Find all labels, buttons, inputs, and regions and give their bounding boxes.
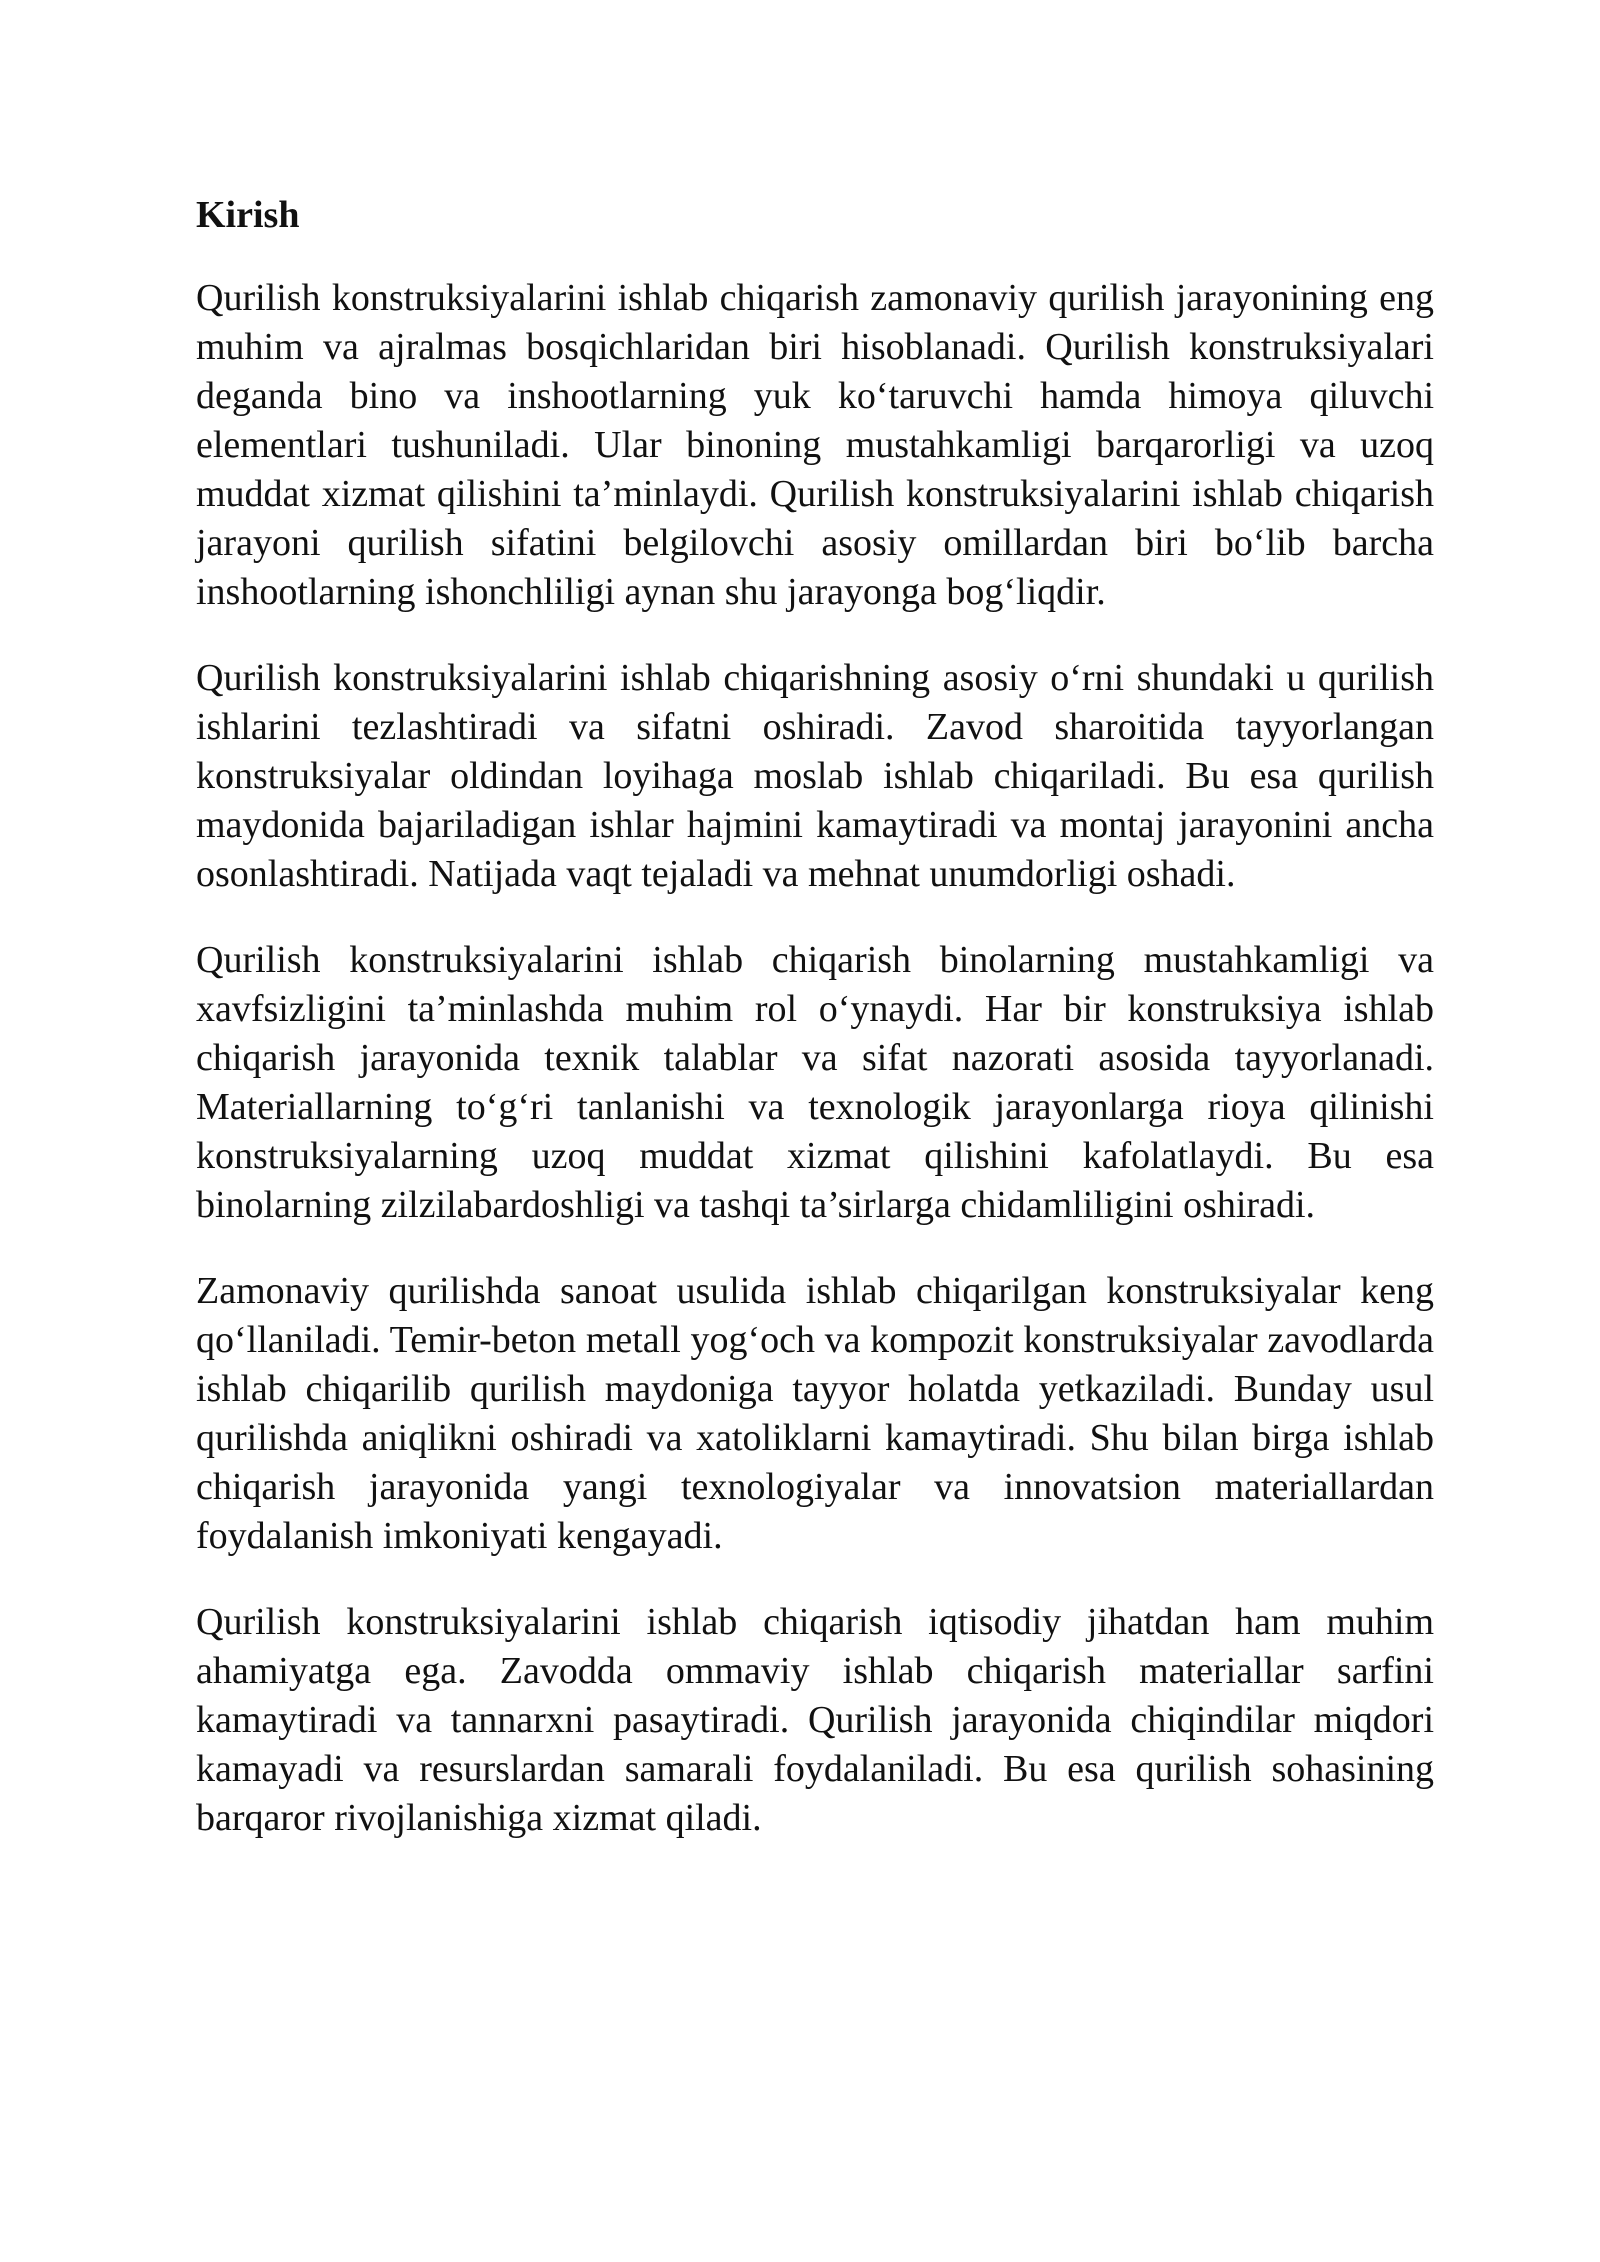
- paragraph-3: Qurilish konstruksiyalarini ishlab chiqarish binolarning mustahkamligi va xavfsizligini ta’minlashda muhim rol o‘ynaydi. Har bir konstruksiya ishlab chiqarish jarayonida texnik talablar va sifat nazorati asosida tayyorlanadi. Materiallarning to‘g‘ri tanlanishi va texnologik jarayonlarga rioya qilinishi konstruksiyalarning uzoq muddat xizmat qilishini kafolatlaydi. Bu esa binolarning zilzilabardoshligi va tashqi ta’sirlarga chidamliligini oshiradi.: [196, 939, 1434, 1226]
- paragraph-2: Qurilish konstruksiyalarini ishlab chiqarishning asosiy o‘rni shundaki u qurilish ishlarini tezlashtiradi va sifatni oshiradi. Zavod sharoitida tayyorlangan konstruksiyalar oldindan loyihaga moslab ishlab chiqariladi. Bu esa qurilish maydonida bajariladigan ishlar hajmini kamaytiradi va montaj jarayonini ancha osonlashtiradi. Natijada vaqt tejaladi va mehnat unumdorligi oshadi.: [196, 657, 1434, 895]
- paragraph-4: Zamonaviy qurilishda sanoat usulida ishlab chiqarilgan konstruksiyalar keng qo‘llaniladi. Temir-beton metall yog‘och va kompozit konstruksiyalar zavodlarda ishlab chiqarilib qurilish maydoniga tayyor holatda yetkaziladi. Bunday usul qurilishda aniqlikni oshiradi va xatoliklarni kamaytiradi. Shu bilan birga ishlab chiqarish jarayonida yangi texnologiyalar va innovatsion materiallardan foydalanish imkoniyati kengayadi.: [196, 1270, 1434, 1557]
- paragraph-1: Qurilish konstruksiyalarini ishlab chiqarish zamonaviy qurilish jarayonining eng muhim va ajralmas bosqichlaridan biri hisoblanadi. Qurilish konstruksiyalari deganda bino va inshootlarning yuk ko‘taruvchi hamda himoya qiluvchi elementlari tushuniladi. Ular binoning mustahkamligi barqarorligi va uzoq muddat xizmat qilishini ta’minlaydi. Qurilish konstruksiyalarini ishlab chiqarish jarayoni qurilish sifatini belgilovchi asosiy omillardan biri bo‘lib barcha inshootlarning ishonchliligi aynan shu jarayonga bog‘liqdir.: [196, 277, 1434, 613]
- document-page: [196, 190, 1434, 1880]
- paragraph-5: Qurilish konstruksiyalarini ishlab chiqarish iqtisodiy jihatdan ham muhim ahamiyatga ega. Zavodda ommaviy ishlab chiqarish materiallar sarfini kamaytiradi va tannarxni pasaytiradi. Qurilish jarayonida chiqindilar miqdori kamayadi va resurslardan samarali foydalaniladi. Bu esa qurilish sohasining barqaror rivojlanishiga xizmat qiladi.: [196, 1601, 1434, 1839]
- section-heading: Kirish: [196, 194, 300, 236]
